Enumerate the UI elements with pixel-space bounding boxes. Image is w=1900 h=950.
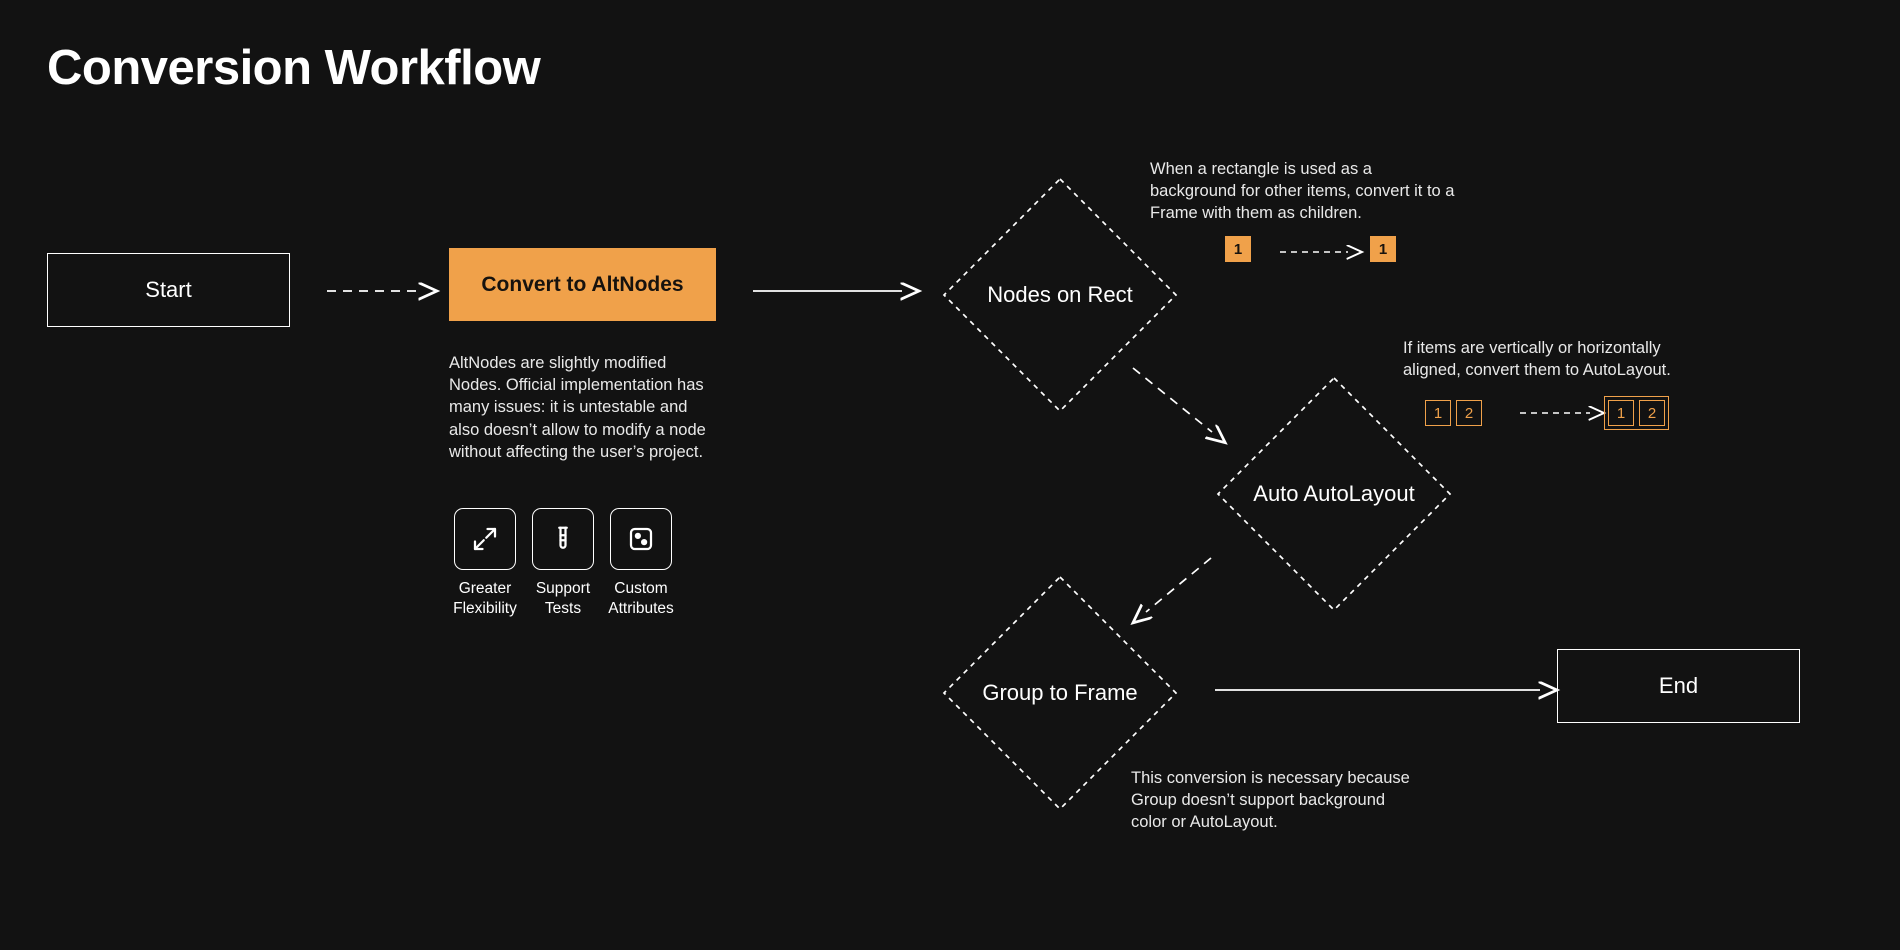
expand-arrows-icon [454, 508, 516, 570]
feature-list [453, 508, 673, 619]
page-title: Conversion Workflow [47, 41, 541, 95]
feature-label-line2: Tests [544, 600, 582, 617]
badge-after-1: 1 [1608, 400, 1634, 426]
node-end[interactable] [1557, 649, 1800, 723]
node-start[interactable] [47, 253, 290, 327]
node-start-label: Start [145, 277, 192, 302]
node-group-to-frame-label: Group to Frame [982, 680, 1138, 705]
note-group-to-frame: This conversion is necessary because Group doesn’t support background color or AutoLayout. [1131, 769, 1410, 831]
note-auto-autolayout: If items are vertically or horizontally aligned, convert them to AutoLayout. [1403, 339, 1671, 379]
note-nodes-on-rect: When a rectangle is used as a background for other items, convert it to a Frame with them as children. [1150, 160, 1455, 222]
test-tube-icon [532, 508, 594, 570]
badge-after: 1 [1370, 236, 1396, 262]
node-end-label: End [1658, 673, 1699, 698]
feature-label [453, 579, 517, 619]
badge-before: 1 [1225, 236, 1251, 262]
feature-label-line1: Custom [614, 580, 668, 597]
badge-group-after [1604, 396, 1669, 430]
feature-custom-attributes [609, 508, 673, 619]
node-convert-label: Convert to AltNodes [481, 272, 684, 296]
badge-before-1: 1 [1425, 400, 1451, 426]
badge-example-auto-autolayout [1425, 396, 1669, 430]
feature-label-line1: Greater [458, 580, 512, 597]
feature-label-line2: Attributes [608, 600, 674, 617]
feature-greater-flexibility [453, 508, 517, 619]
feature-label-line1: Support [535, 580, 591, 597]
node-nodes-on-rect[interactable] [941, 176, 1179, 414]
feature-label-line2: Flexibility [453, 600, 517, 617]
badge-example-nodes-on-rect [1225, 236, 1396, 262]
badge-before-2: 2 [1456, 400, 1482, 426]
node-auto-autolayout-label: Auto AutoLayout [1253, 481, 1415, 506]
node-auto-autolayout[interactable] [1215, 375, 1453, 613]
badge-after-2: 2 [1639, 400, 1665, 426]
badge-group-before [1425, 400, 1482, 426]
custom-attributes-icon [610, 508, 672, 570]
node-convert-to-altnodes[interactable] [449, 248, 716, 321]
feature-label [536, 579, 590, 619]
node-nodes-on-rect-label: Nodes on Rect [987, 282, 1133, 307]
feature-label [608, 579, 673, 619]
feature-support-tests [531, 508, 595, 619]
altnodes-description: AltNodes are slightly modified Nodes. Official implementation has many issues: it is untestable and also doesn’t allow to modify a node without affecting the user’s project. [449, 354, 706, 461]
